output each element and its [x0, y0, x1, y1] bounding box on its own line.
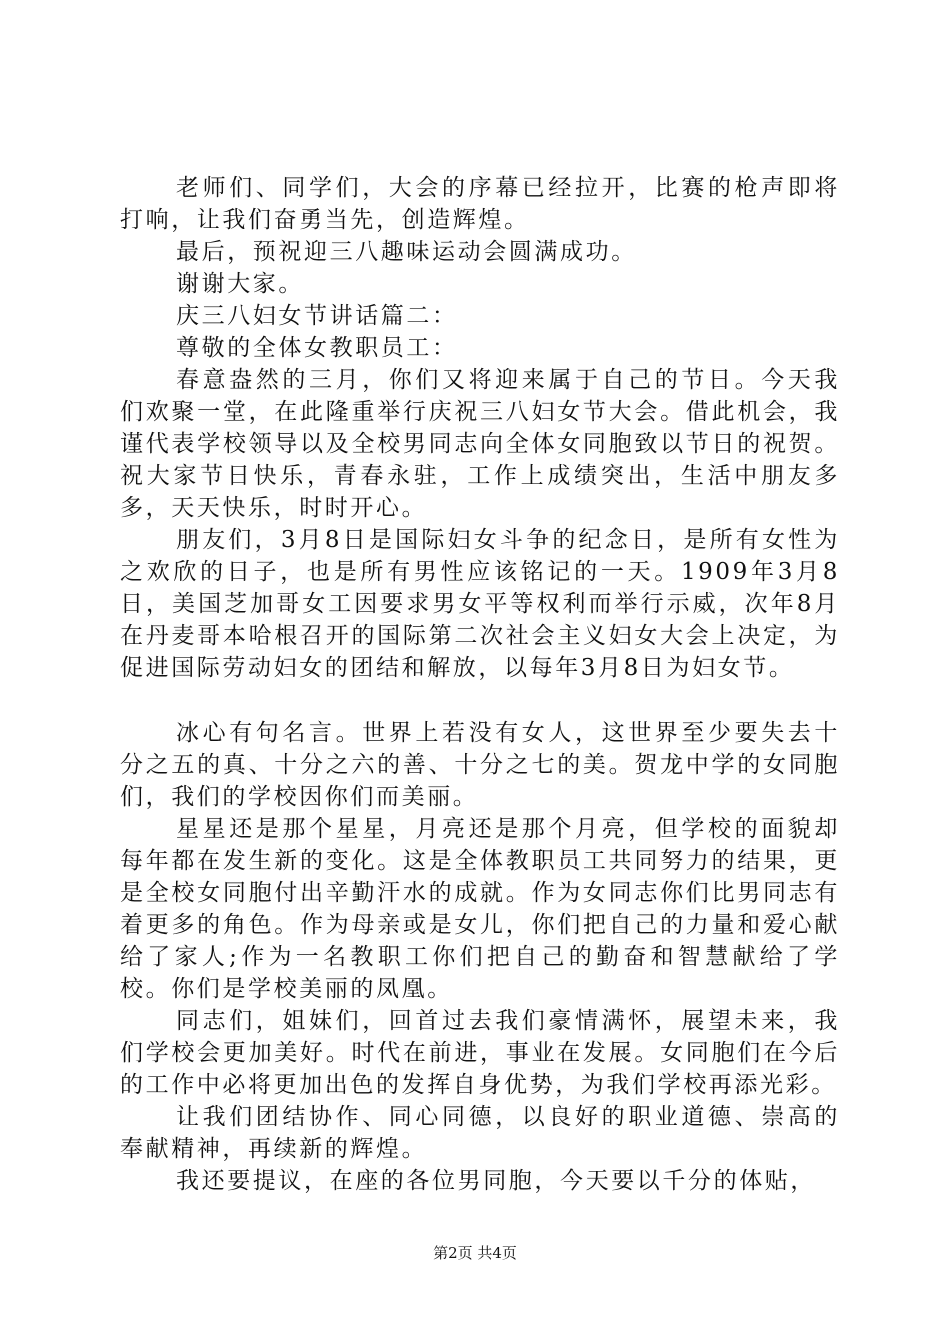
paragraph-8: 冰心有句名言。世界上若没有女人，这世界至少要失去十分之五的真、十分之六的善、十分之七的美。贺龙中学的女同胞们，我们的学校因你们而美丽。 [120, 720, 840, 810]
document-body [120, 172, 840, 1197]
page-number-footer: 第2页 共4页 [433, 1244, 517, 1262]
paragraph-9: 星星还是那个星星，月亮还是那个月亮，但学校的面貌却每年都在发生新的变化。这是全体教职员工共同努力的结果，更是全校女同胞付出辛勤汗水的成就。作为女同志你们比男同志有着更多的角色。作为母亲或是女儿，你们把自己的力量和爱心献给了家人;作为一名教职工你们把自己的勤奋和智慧献给了学校。你们是学校美丽的凤凰。 [120, 816, 840, 1002]
paragraph-3: 谢谢大家。 [176, 271, 304, 297]
paragraph-12: 我还要提议，在座的各位男同胞，今天要以千分的体贴， [176, 1168, 816, 1194]
paragraph-1: 老师们、同学们，大会的序幕已经拉开，比赛的枪声即将打响，让我们奋勇当先，创造辉煌。 [120, 175, 840, 233]
paragraph-10: 同志们，姐妹们，回首过去我们豪情满怀，展望未来，我们学校会更加美好。时代在前进，事业在发展。女同胞们在今后的工作中必将更加出色的发挥自身优势，为我们学校再添光彩。 [120, 1008, 840, 1098]
paragraph-7: 朋友们，3月8日是国际妇女斗争的纪念日，是所有女性为之欢欣的日子，也是所有男性应该铭记的一天。1909年3月8日，美国芝加哥女工因要求男女平等权利而举行示威，次年8月在丹麦哥本哈根召开的国际第二次社会主义妇女大会上决定，为促进国际劳动妇女的团结和解放，以每年3月8日为妇女节。 [120, 527, 840, 681]
salutation: 尊敬的全体女教职员工： [176, 335, 458, 361]
section-heading: 庆三八妇女节讲话篇二： [176, 303, 458, 329]
paragraph-11: 让我们团结协作、同心同德，以良好的职业道德、崇高的奉献精神，再续新的辉煌。 [120, 1104, 840, 1162]
paragraph-2: 最后，预祝迎三八趣味运动会圆满成功。 [176, 239, 637, 265]
paragraph-6: 春意盎然的三月，你们又将迎来属于自己的节日。今天我们欢聚一堂，在此隆重举行庆祝三八妇女节大会。借此机会，我谨代表学校领导以及全校男同志向全体女同胞致以节日的祝贺。祝大家节日快乐，青春永驻，工作上成绩突出，生活中朋友多多，天天快乐，时时开心。 [120, 367, 840, 521]
